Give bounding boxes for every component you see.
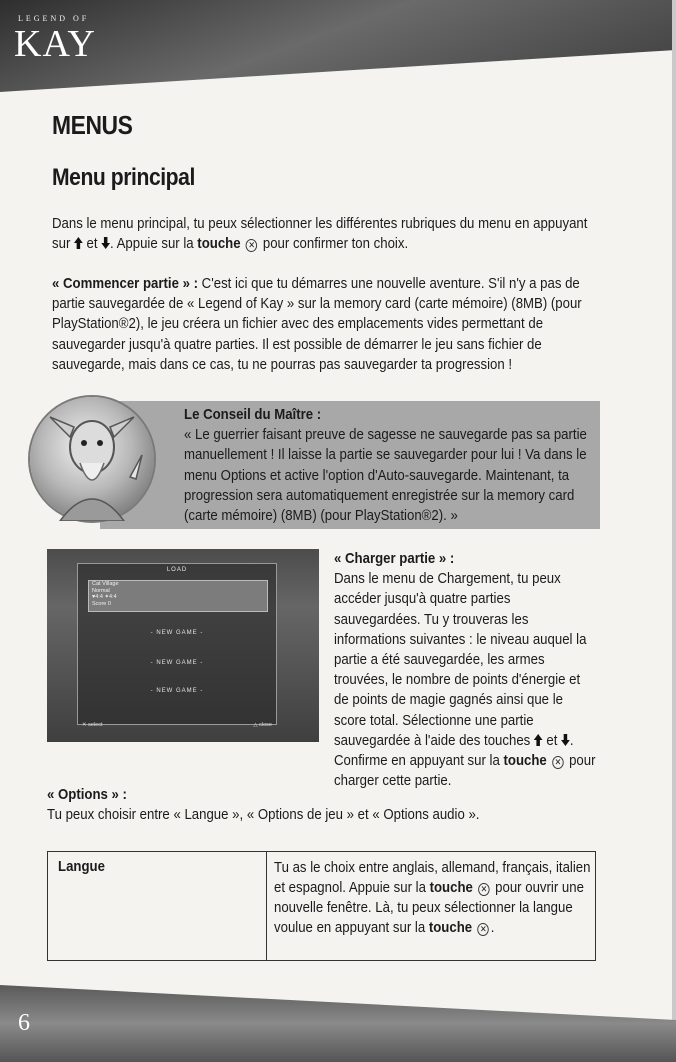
slot-line: Score 0	[92, 600, 111, 607]
table-row-description	[274, 858, 591, 938]
charger-paragraph	[334, 549, 598, 791]
language-table	[47, 851, 596, 961]
intro-text-1: Dans le menu principal, tu peux sélectionner les différentes rubriques du menu en appuyant sur	[52, 215, 588, 253]
new-game-slot: - NEW GAME -	[150, 660, 204, 666]
tip-body: « Le guerrier faisant preuve de sagesse ne sauvegarde pas sa partie manuellement ! Il laisse la partie se sauvegarder pour lui ! Va dans le menu Options et active l'option d'Auto-sauvegarde. Maintenant, ta progression sera automatiquement enregistrée sur la memory card (carte mémoire) (8MB) (pour PlayStation®2). »	[184, 426, 587, 525]
table-row-label: Langue	[58, 858, 105, 875]
section-title: Menu principal	[52, 164, 195, 191]
commencer-paragraph	[52, 274, 598, 375]
touche-label: touche	[429, 879, 473, 896]
close-hint: △ close	[253, 722, 272, 728]
cross-button-icon: ✕	[552, 756, 563, 769]
slot-line: Normal	[92, 587, 110, 594]
table-divider	[266, 852, 267, 960]
options-label: « Options » :	[47, 786, 127, 803]
charger-text-3: pour charger cette partie.	[334, 752, 596, 790]
touche-label: touche	[197, 235, 241, 253]
master-character-illustration	[30, 397, 154, 521]
cross-button-icon: ✕	[478, 923, 489, 936]
load-menu-title: LOAD	[166, 567, 188, 573]
load-menu-panel	[77, 563, 277, 728]
new-game-slot: - NEW GAME -	[150, 630, 204, 636]
cross-button-icon: ✕	[478, 883, 489, 896]
touche-label: touche	[428, 919, 473, 936]
new-game-slot: - NEW GAME -	[150, 688, 204, 694]
commencer-label: « Commencer partie » :	[52, 275, 198, 292]
cross-button-icon: ✕	[246, 239, 257, 252]
options-text: Tu peux choisir entre « Langue », « Options de jeu » et « Options audio ».	[47, 806, 480, 823]
charger-text-1: Dans le menu de Chargement, tu peux accéder jusqu'à quatre parties sauvegardées. Tu y trouveras les informations suivantes : le niveau auquel la partie a été sauvegardée, les armes trouvées, le nombre de points d'énergie et de points de magie gagnés ainsi que le score total. Sélectionne une partie sauvegardée à l'aide des touches	[334, 570, 587, 749]
tip-title: Le Conseil du Maître :	[184, 406, 322, 423]
tip-text	[184, 405, 602, 526]
page-footer-banner	[0, 985, 676, 1062]
commencer-text: C'est ici que tu démarres une nouvelle aventure. S'il n'y a pas de partie sauvegardée de « Legend of Kay » sur la memory card (carte mémoire) (8MB) (pour PlayStation®2), le jeu créera un fichier avec des emplacements vides permettant de sauvegarder jusqu'à quatre parties. Il est possible de démarrer le jeu sans fichier de sauvegarde, mais dans ce cas, tu ne pourras pas sauvegarder ta progression !	[52, 275, 582, 373]
intro-paragraph	[52, 214, 598, 254]
page-title: MENUS	[52, 110, 133, 140]
slot-line: Cat Village	[92, 581, 119, 587]
master-portrait-image	[30, 397, 154, 521]
arrow-down-icon	[561, 734, 570, 746]
intro-text-3: . Appuie sur la	[109, 235, 194, 253]
arrow-down-icon	[101, 237, 110, 249]
intro-text-2: et	[86, 235, 98, 253]
logo-subtitle: LEGEND OF	[18, 14, 90, 23]
select-hint: ✕ select	[82, 722, 103, 728]
table-text-3: .	[490, 919, 495, 936]
charger-text-2: . Confirme en appuyant sur la	[334, 731, 574, 770]
table-text-1: Tu as le choix entre anglais, allemand, français, italien et espagnol. Appuie sur la	[274, 859, 591, 896]
touche-label: touche	[503, 752, 547, 770]
charger-et: et	[546, 731, 558, 749]
page-number: 6	[18, 1010, 30, 1036]
arrow-up-icon	[534, 734, 543, 746]
intro-text-4: pour confirmer ton choix.	[262, 235, 409, 253]
slot-line: ♥4:4 ✦4:4	[92, 594, 117, 600]
page-header-banner	[0, 0, 676, 92]
charger-label: « Charger partie » :	[334, 550, 455, 567]
game-logo: KAY	[14, 23, 96, 65]
arrow-up-icon	[74, 237, 83, 249]
load-menu-screenshot	[47, 549, 319, 742]
page-edge	[672, 0, 676, 1062]
save-slot-1	[88, 580, 268, 612]
table-text-2: pour ouvrir une nouvelle fenêtre. Là, tu peux sélectionner la langue voulue en appuyant sur la	[274, 879, 584, 936]
